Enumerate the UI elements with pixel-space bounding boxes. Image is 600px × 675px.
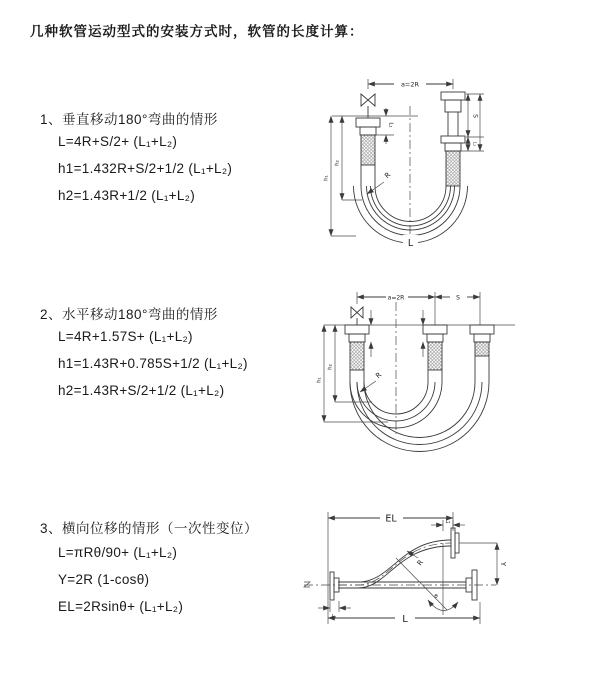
l2-label: L₂	[471, 141, 477, 147]
upper-flange	[451, 528, 459, 558]
page-title: 几种软管运动型式的安装方式时，软管的长度计算：	[30, 24, 364, 39]
section-3-formula-EL: EL=2Rsinθ+ (L₁+L₂)	[58, 599, 184, 614]
dimension-y	[459, 543, 497, 585]
section-2-formula-h1: h1=1.43R+0.785S+1/2 (L₁+L₂)	[58, 356, 248, 371]
left-pipe-assembly	[332, 116, 418, 186]
section-1-formula-L: L=4R+S/2+ (L₁+L₂)	[58, 134, 178, 149]
dimension-h1	[331, 116, 356, 236]
left-pipe-assembly	[345, 325, 369, 382]
h2-label: h₂	[327, 364, 334, 370]
horizontal-180-bend-diagram	[310, 282, 600, 462]
right-pipe-assembly	[441, 92, 465, 186]
section-1-formula-h1: h1=1.432R+S/2+1/2 (L₁+L₂)	[58, 161, 233, 176]
section-2-formula-h2: h2=1.43R+S/2+1/2 (L₁+L₂)	[58, 383, 225, 398]
radius-leader	[407, 551, 418, 558]
valve-icon	[351, 307, 363, 325]
section-1-heading: 1、垂直移动180°弯曲的情形	[40, 112, 218, 127]
s-label: S	[456, 294, 460, 302]
radius-label: R	[415, 558, 426, 568]
span-label: a=2R	[387, 294, 405, 302]
right-pipe-assembly	[470, 325, 494, 382]
dimension-h2	[342, 116, 362, 200]
y-label: Y	[499, 561, 507, 567]
h2-label: h₂	[334, 160, 341, 166]
middle-pipe-assembly	[423, 325, 447, 382]
l-label: L	[402, 614, 408, 625]
valve-icon	[361, 94, 375, 118]
span-label: a=2R	[400, 80, 420, 89]
radius-label: R	[374, 370, 384, 381]
vertical-180-bend-diagram	[310, 68, 600, 265]
section-3-heading: 3、横向位移的情形（一次性变位）	[40, 521, 259, 536]
hose-u-bend-position2	[350, 382, 489, 452]
dimension-l1-bottom	[318, 601, 351, 612]
radius-label: R	[383, 170, 393, 181]
radius-leader	[360, 381, 376, 392]
s-label: S	[471, 114, 479, 118]
l1-top-label: L₁	[445, 519, 451, 525]
hose-u-bend	[354, 186, 468, 243]
section-2-heading: 2、水平移动180°弯曲的情形	[40, 307, 218, 322]
section-1-formula-h2: h2=1.43R+1/2 (L₁+L₂)	[58, 188, 196, 203]
lateral-displacement-diagram	[300, 498, 600, 648]
fitting-length-dims	[371, 310, 423, 357]
angle-construction	[396, 543, 458, 615]
dimension-el	[328, 512, 453, 624]
l1-label: L₁	[387, 122, 394, 128]
section-3-formula-L: L=πRθ/90+ (L₁+L₂)	[58, 545, 178, 560]
l1-bottom-label: L₁	[331, 614, 337, 620]
el-label: EL	[385, 513, 397, 525]
dimension-span-a2r	[357, 292, 480, 325]
section-3-formula-Y: Y=2R (1-cosθ)	[58, 572, 150, 587]
displaced-hose	[338, 540, 451, 588]
section-2-formula-L: L=4R+1.57S+ (L₁+L₂)	[58, 329, 193, 344]
theta-label: θ	[434, 594, 438, 600]
left-flange	[304, 572, 339, 600]
length-l-label: L	[407, 238, 414, 249]
h1-label: h₁	[316, 377, 323, 383]
h1-label: h₁	[323, 175, 330, 181]
